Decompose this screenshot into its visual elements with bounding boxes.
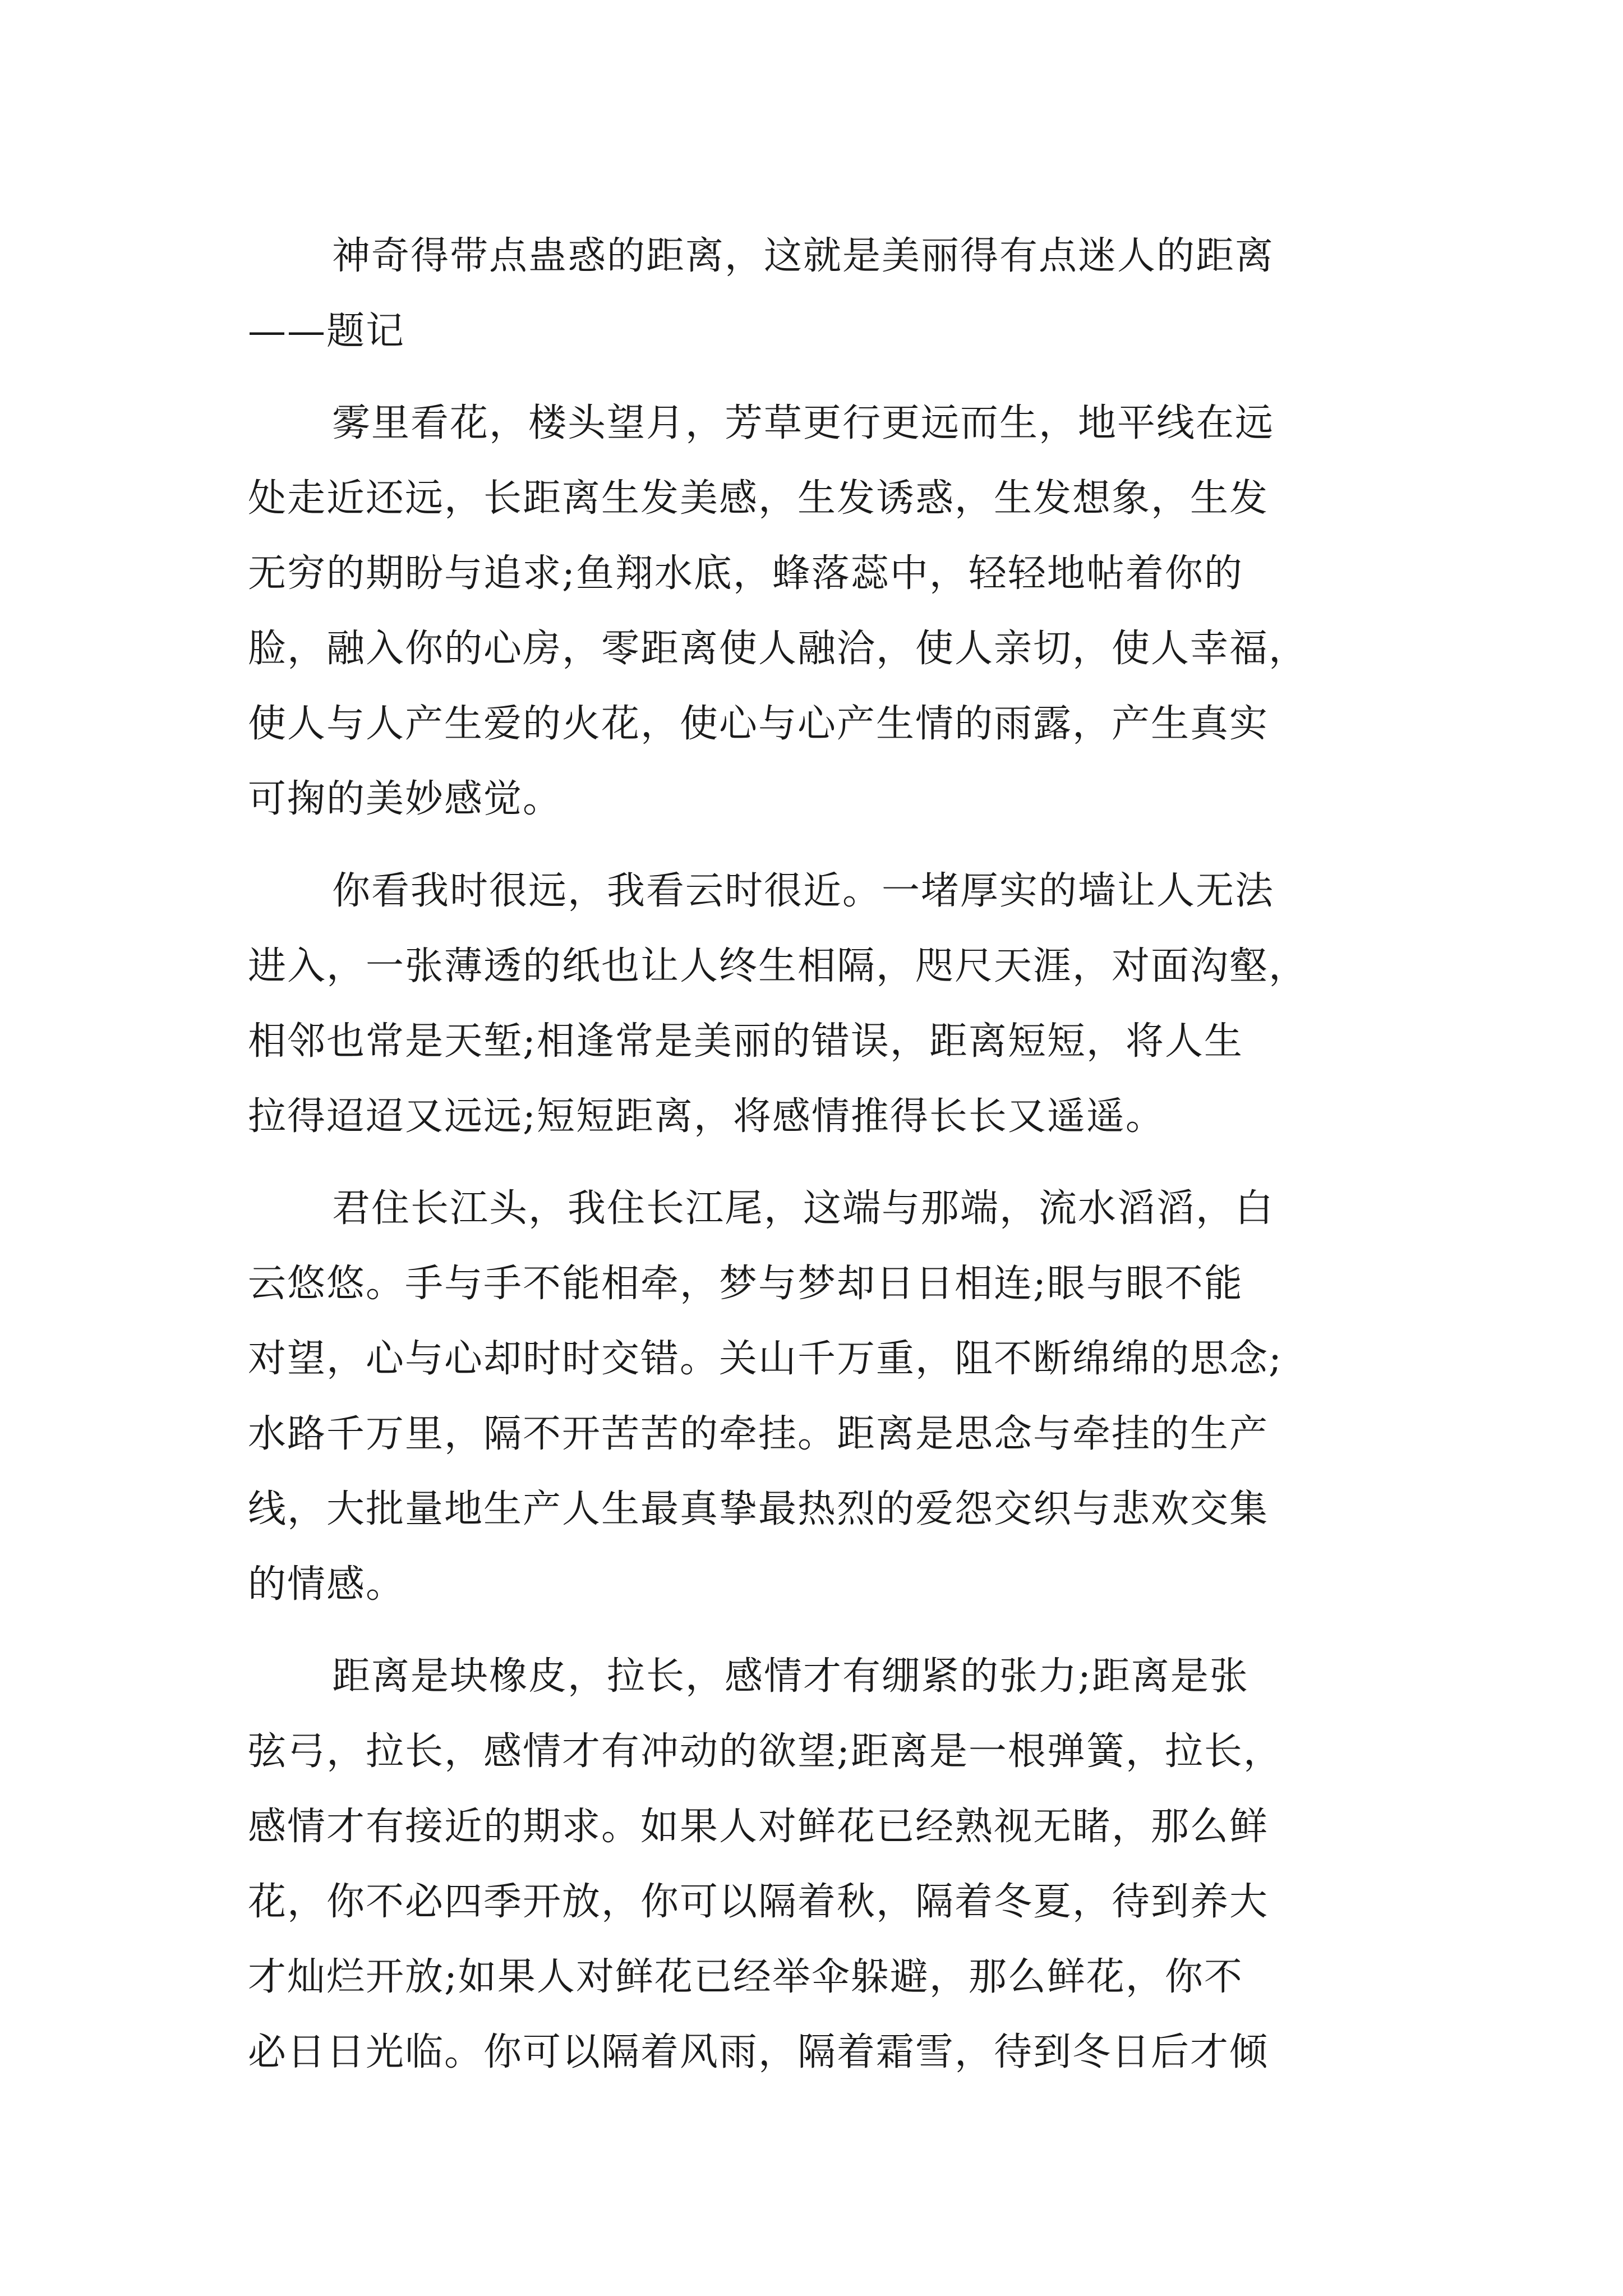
text-line: 才灿烂开放;如果人对鲜花已经举伞躲避，那么鲜花，你不	[248, 1955, 1243, 1999]
paragraph-gap	[248, 1622, 1386, 1639]
text-line: 相邻也常是天堑;相逢常是美丽的错误，距离短短，将人生	[248, 1019, 1243, 1064]
text-line: 花，你不必四季开放，你可以隔着秋，隔着冬夏，待到养大	[248, 1880, 1269, 1924]
text-line: 距离是块橡皮，拉长，感情才有绷紧的张力;距离是张	[332, 1654, 1249, 1699]
text-line: 雾里看花，楼头望月，芳草更行更远而生，地平线在远	[332, 401, 1275, 445]
text-line: 使人与人产生爱的火花，使心与心产生情的雨露，产生真实	[248, 702, 1269, 746]
text-line: 对望，心与心却时时交错。关山千万重，阻不断绵绵的思念;	[248, 1337, 1283, 1381]
text-line: 可掬的美妙感觉。	[248, 777, 562, 821]
text-line: 的情感。	[248, 1562, 405, 1607]
text-line: 神奇得带点蛊惑的距离，这就是美丽得有点迷人的距离	[332, 234, 1275, 278]
text-line: 必日日光临。你可以隔着风雨，隔着霜雪，待到冬日后才倾	[248, 2030, 1269, 2074]
text-line: 拉得迢迢又远远;短短距离，将感情推得长长又遥遥。	[248, 1094, 1165, 1139]
text-line: 无穷的期盼与追求;鱼翔水底，蜂落蕊中，轻轻地帖着你的	[248, 551, 1243, 596]
text-line: 脸，融入你的心房，零距离使人融洽，使人亲切，使人幸福，	[248, 627, 1308, 671]
paragraph-gap	[248, 837, 1386, 854]
paragraph-gap	[248, 369, 1386, 386]
paragraph-gap	[248, 1154, 1386, 1171]
text-line: 你看我时很远，我看云时很近。一堵厚实的墙让人无法	[332, 869, 1275, 913]
text-line: 云悠悠。手与手不能相牵，梦与梦却日日相连;眼与眼不能	[248, 1262, 1243, 1306]
text-line: 感情才有接近的期求。如果人对鲜花已经熟视无睹，那么鲜	[248, 1805, 1269, 1849]
text-line: 进入，一张薄透的纸也让人终生相隔，咫尺天涯，对面沟壑，	[248, 944, 1308, 988]
text-line: 水路千万里，隔不开苦苦的牵挂。距离是思念与牵挂的生产	[248, 1412, 1269, 1456]
text-line: 君住长江头，我住长江尾，这端与那端，流水滔滔，白	[332, 1186, 1275, 1231]
essay-body	[248, 219, 1386, 2090]
text-line: 线，大批量地生产人生最真挚最热烈的爱怨交织与悲欢交集	[248, 1487, 1269, 1531]
text-line: ——题记	[248, 309, 405, 353]
text-line: 处走近还远，长距离生发美感，生发诱惑，生发想象，生发	[248, 476, 1269, 521]
text-line: 弦弓，拉长，感情才有冲动的欲望;距离是一根弹簧，拉长，	[248, 1729, 1283, 1774]
